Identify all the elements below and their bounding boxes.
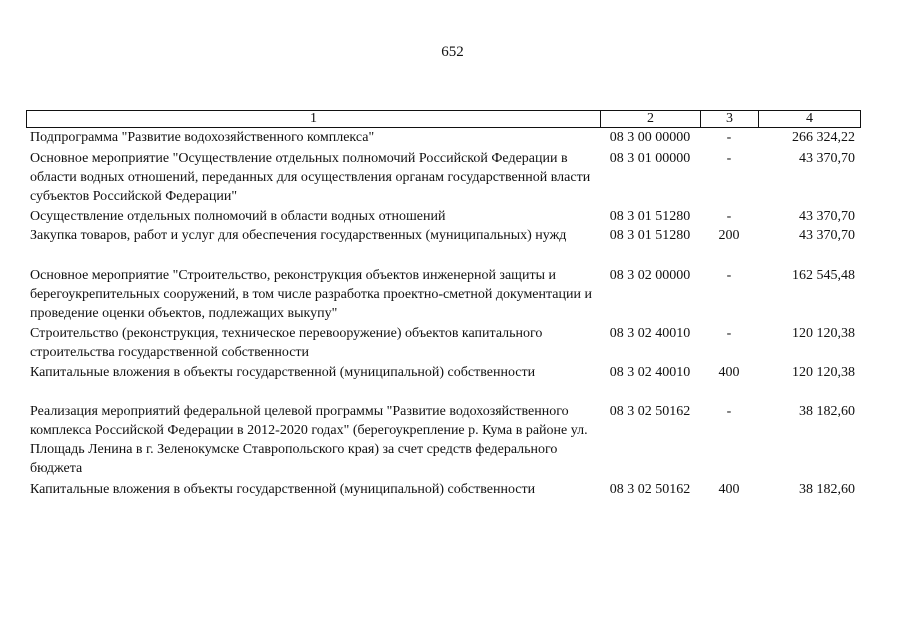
row-code: 08 3 01 51280 — [609, 228, 691, 243]
row-code: 08 3 01 00000 — [609, 151, 691, 166]
row-amount: 38 182,60 — [799, 404, 855, 419]
row-name: Капитальные вложения в объекты государственной (муниципальной) собственности — [30, 365, 536, 380]
row-name: Подпрограмма "Развитие водохозяйственного комплекса" — [30, 130, 375, 145]
row-amount: 120 120,38 — [792, 326, 855, 341]
row-type: 200 — [718, 228, 740, 243]
row-code: 08 3 02 40010 — [609, 365, 691, 380]
table-row — [26, 207, 861, 226]
table-row — [26, 226, 861, 245]
table-row — [26, 402, 861, 478]
table-row — [26, 128, 861, 147]
header-col-1: 1 — [27, 111, 601, 127]
row-name: Закупка товаров, работ и услуг для обеспечения государственных (муниципальных) нужд — [30, 228, 567, 243]
page-number: 652 — [441, 44, 464, 60]
header-col-3: 3 — [701, 111, 759, 127]
row-name: Строительство (реконструкция, техническое перевооружение) объектов капитального строительства государственной собственности — [30, 326, 543, 360]
row-amount: 266 324,22 — [792, 130, 855, 145]
header-col-2: 2 — [601, 111, 701, 127]
table-header — [26, 110, 861, 128]
row-amount: 43 370,70 — [799, 228, 855, 243]
row-code: 08 3 00 00000 — [609, 130, 691, 145]
row-type: 400 — [718, 365, 740, 380]
row-amount: 120 120,38 — [792, 365, 855, 380]
row-type: - — [726, 404, 732, 419]
table-row — [26, 149, 861, 206]
row-amount: 38 182,60 — [799, 482, 855, 497]
table-row — [26, 480, 861, 499]
row-name: Основное мероприятие "Строительство, реконструкция объектов инженерной защиты и берегоукрепительных сооружений, в том числе разработка проектно-сметной документации и проведение оценки объектов, подлежащих выкупу" — [30, 268, 592, 321]
row-name: Основное мероприятие "Осуществление отдельных полномочий Российской Федерации в области водных отношений, переданных для осуществления органам государственной власти субъектов Российской Федерации" — [30, 151, 591, 204]
row-type: - — [726, 268, 732, 283]
row-amount: 162 545,48 — [792, 268, 855, 283]
row-type: 400 — [718, 482, 740, 497]
table-row — [26, 324, 861, 362]
row-type: - — [726, 209, 732, 224]
row-name: Реализация мероприятий федеральной целевой программы "Развитие водохозяйственного комплекса Российской Федерации в 2012-2020 годах" (берегоукрепление р. Кума в районе ул. Площадь Ленина в г. Зеленокумске Ставропольского края) за счет средств федерального бюджета — [30, 404, 588, 476]
row-code: 08 3 02 50162 — [609, 482, 691, 497]
row-code: 08 3 02 40010 — [609, 326, 691, 341]
row-code: 08 3 01 51280 — [609, 209, 691, 224]
row-type: - — [726, 326, 732, 341]
row-code: 08 3 02 00000 — [609, 268, 691, 283]
row-type: - — [726, 130, 732, 145]
table-row — [26, 266, 861, 323]
header-col-4: 4 — [806, 111, 813, 126]
row-amount: 43 370,70 — [799, 209, 855, 224]
row-code: 08 3 02 50162 — [609, 404, 691, 419]
row-name: Осуществление отдельных полномочий в области водных отношений — [30, 209, 446, 224]
row-name: Капитальные вложения в объекты государственной (муниципальной) собственности — [30, 482, 536, 497]
row-type: - — [726, 151, 732, 166]
row-amount: 43 370,70 — [799, 151, 855, 166]
table-row — [26, 363, 861, 382]
